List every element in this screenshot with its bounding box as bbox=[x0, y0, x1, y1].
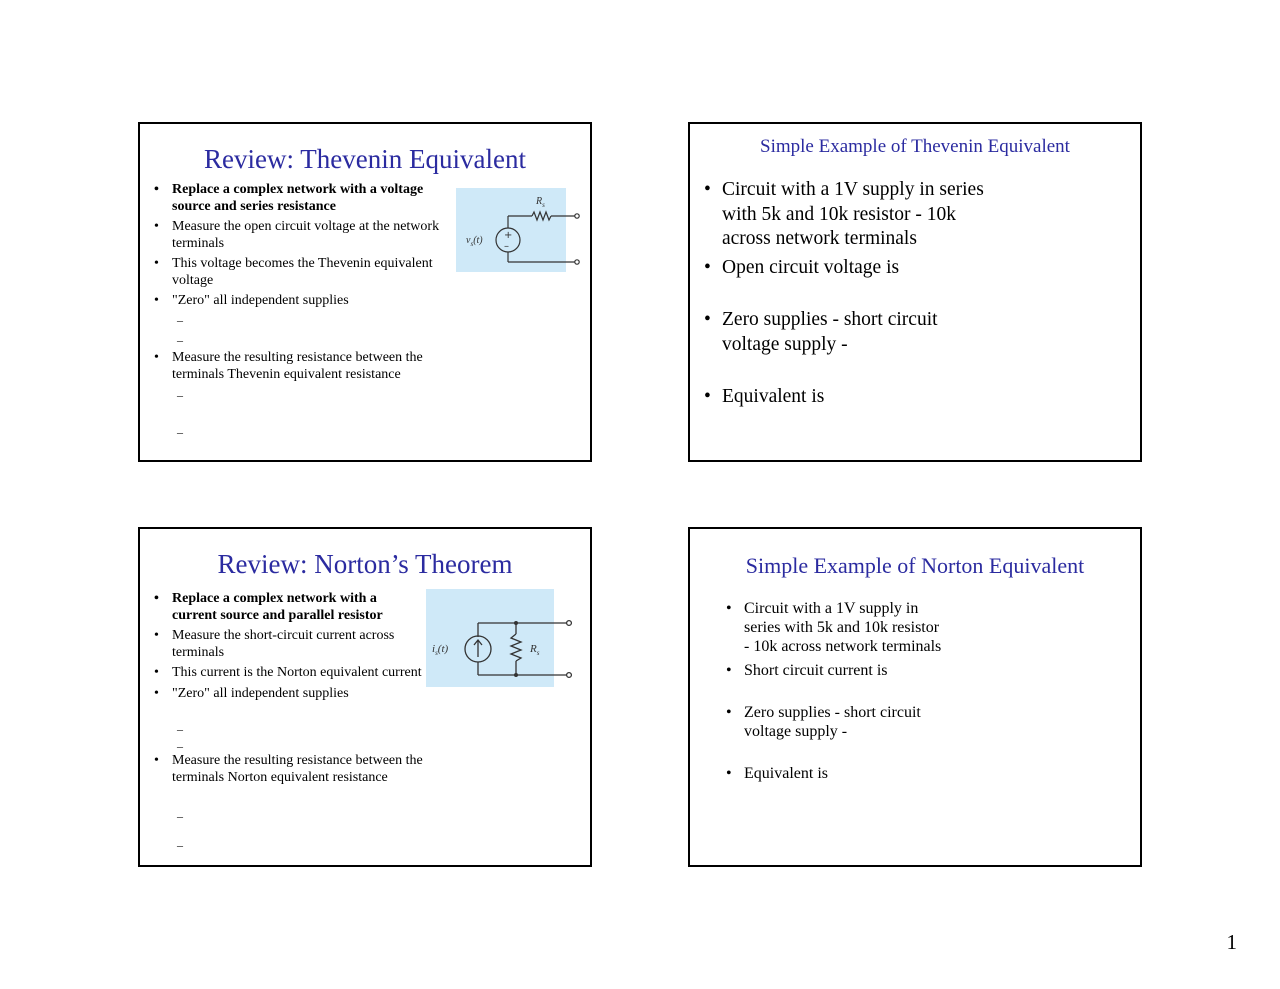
bullet-list bbox=[154, 182, 462, 314]
list-item: • Equivalent is bbox=[726, 765, 828, 782]
list-item: • Circuit with a 1V supply in series with 5k and 10k resistor - 10k across network terminals bbox=[726, 600, 942, 655]
list-item: • Replace a complex network with a voltage source and series resistance bbox=[154, 182, 424, 214]
norton-circuit-icon bbox=[426, 589, 554, 687]
list-item: • Zero supplies - short circuit voltage supply - bbox=[704, 309, 938, 355]
page-number: 1 bbox=[1226, 930, 1237, 954]
sub-bullet-dash: – bbox=[177, 809, 183, 823]
slide-title: Simple Example of Norton Equivalent bbox=[745, 553, 1085, 578]
slide-thevenin-example bbox=[688, 122, 1142, 462]
list-item: • "Zero" all independent supplies bbox=[154, 293, 349, 308]
bullet-list bbox=[154, 591, 422, 706]
resistor-label: $R_s$ bbox=[536, 196, 545, 209]
bullet-list bbox=[154, 753, 432, 790]
resistor-label: $R_s$ bbox=[530, 643, 540, 658]
slide-thevenin-review bbox=[138, 122, 592, 462]
list-item: • Open circuit voltage is bbox=[704, 256, 900, 278]
thevenin-circuit-icon bbox=[456, 188, 566, 272]
list-item: • Short circuit current is bbox=[726, 662, 888, 679]
slide-title: Simple Example of Thevenin Equivalent bbox=[760, 136, 1070, 157]
thevenin-circuit-diagram bbox=[456, 188, 566, 272]
list-item: • Measure the resulting resistance between the terminals Thevenin equivalent resistance bbox=[154, 350, 423, 382]
slide-title: Review: Norton’s Theorem bbox=[217, 549, 513, 579]
sub-bullet-dash: – bbox=[177, 722, 183, 736]
list-item: • Circuit with a 1V supply in series with 5k and 10k resistor - 10k across network terminals bbox=[704, 179, 984, 249]
list-item: • This current is the Norton equivalent current bbox=[154, 665, 422, 680]
sub-bullet-dash: – bbox=[177, 425, 183, 439]
svg-text:–: – bbox=[504, 241, 509, 252]
sub-bullet-dash: – bbox=[177, 313, 183, 327]
svg-text:+: + bbox=[504, 230, 513, 241]
list-item: • Measure the short-circuit current across terminals bbox=[154, 628, 395, 660]
sub-bullet-dash: – bbox=[177, 333, 183, 347]
list-item: • Measure the resulting resistance between the terminals Norton equivalent resistance bbox=[154, 753, 423, 785]
list-item: • Zero supplies - short circuit voltage supply - bbox=[726, 704, 921, 740]
list-item: • This voltage becomes the Thevenin equivalent voltage bbox=[154, 256, 433, 288]
list-item: • Equivalent is bbox=[704, 386, 825, 407]
slide-title: Review: Thevenin Equivalent bbox=[204, 144, 526, 174]
list-item: • "Zero" all independent supplies bbox=[154, 685, 349, 701]
sub-bullet-dash: – bbox=[177, 838, 183, 852]
bullet-list bbox=[704, 178, 992, 410]
list-item: • Replace a complex network with a current source and parallel resistor bbox=[154, 591, 383, 623]
source-label: $i_s(t)$ bbox=[432, 643, 449, 658]
bullet-list bbox=[154, 350, 462, 387]
sub-bullet-dash: – bbox=[177, 388, 183, 402]
norton-circuit-diagram bbox=[426, 589, 554, 687]
bullet-list bbox=[726, 599, 944, 783]
source-label: $v_s(t)$ bbox=[466, 235, 483, 248]
slide-norton-review bbox=[138, 527, 592, 867]
slide-norton-example bbox=[688, 527, 1142, 867]
list-item: • Measure the open circuit voltage at the network terminals bbox=[154, 219, 440, 251]
sub-bullet-dash: – bbox=[177, 739, 183, 753]
